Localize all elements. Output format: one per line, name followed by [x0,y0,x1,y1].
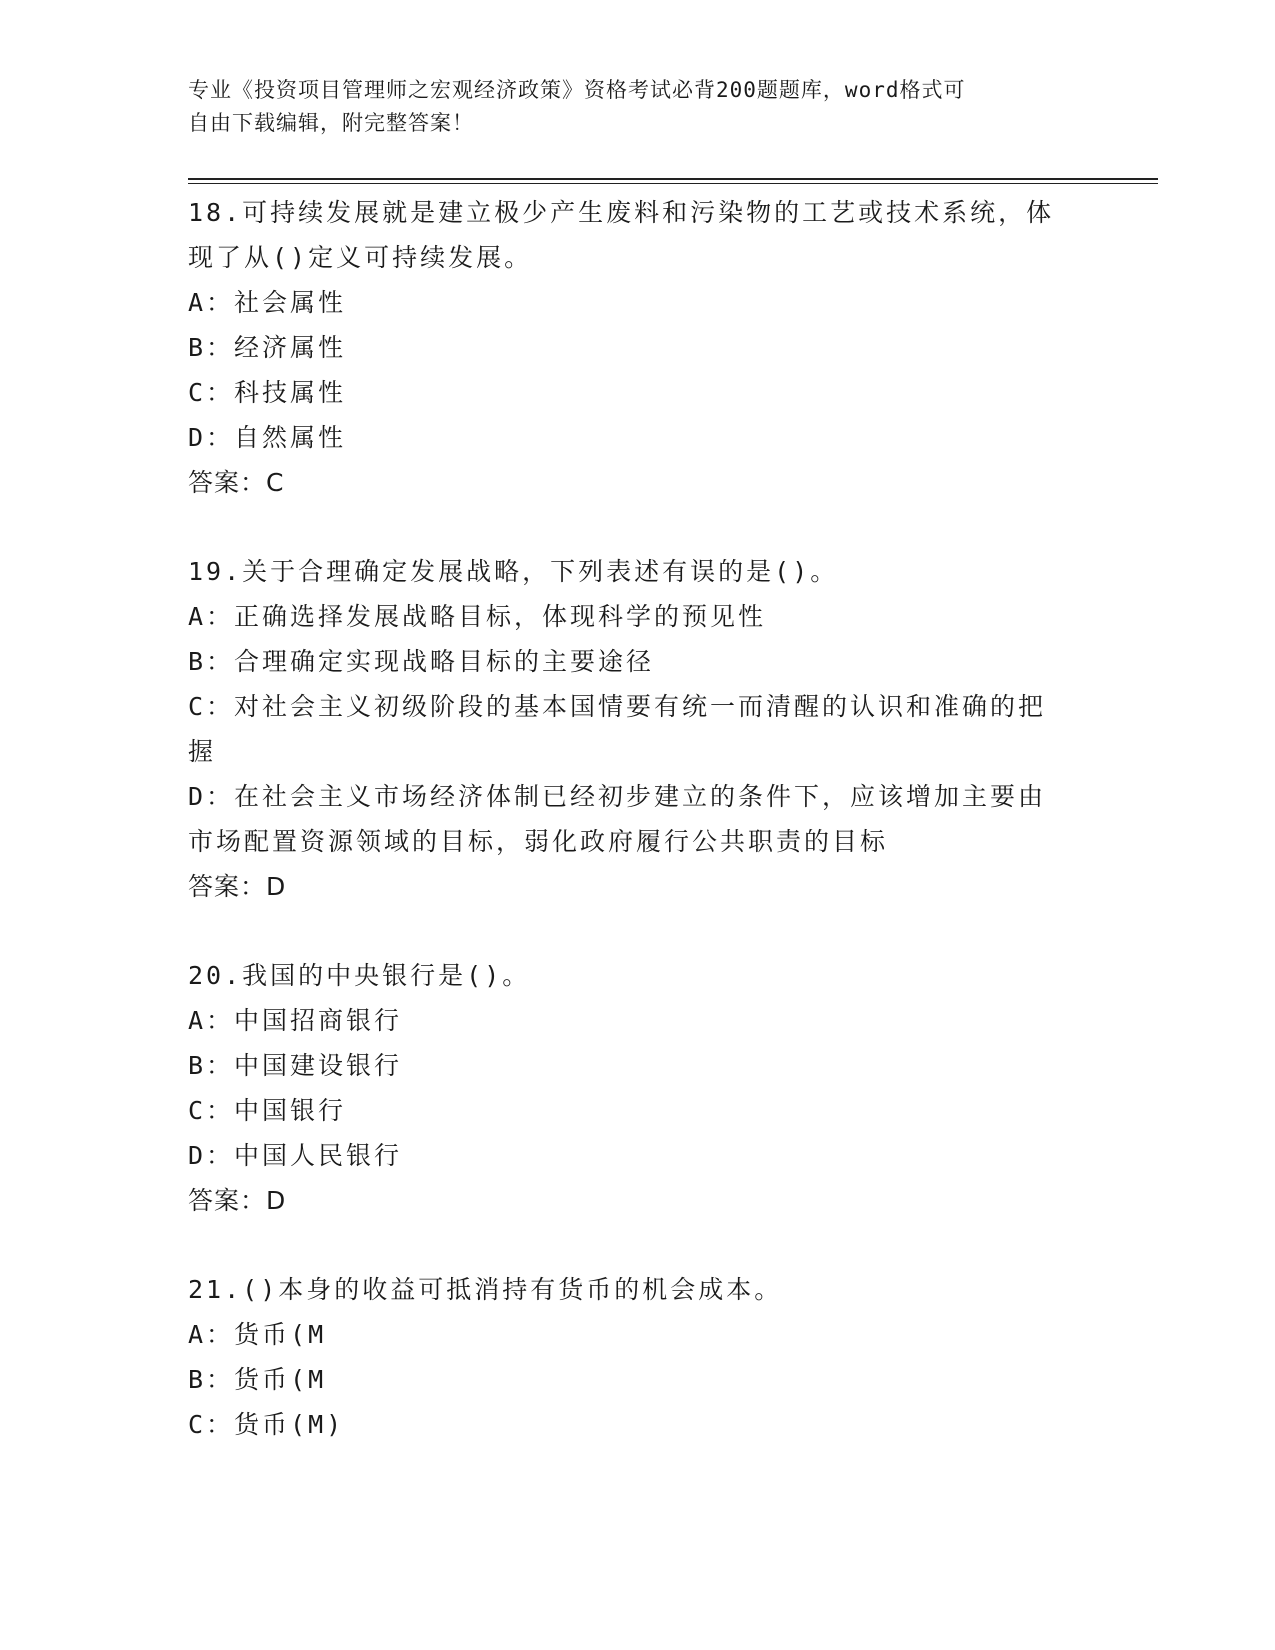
answer-option: 市场配置资源领域的目标，弱化政府履行公共职责的目标 [188,827,889,856]
question-stem: 20.我国的中央银行是()。 [188,961,531,990]
header-line-2: 自由下载编辑，附完整答案！ [188,111,474,135]
answer-option: C：中国银行 [188,1096,347,1125]
correct-answer: 答案：D [188,1186,287,1215]
question-stem: 18.可持续发展就是建立极少产生废料和污染物的工艺或技术系统，体 [188,198,1055,227]
question-block [188,190,1088,505]
header-divider-thin [188,183,1158,184]
answer-option: D：自然属性 [188,423,347,452]
answer-option: B：合理确定实现战略目标的主要途径 [188,647,655,676]
answer-option: A：社会属性 [188,288,347,317]
correct-answer: 答案：C [188,468,285,497]
answer-option: D：中国人民银行 [188,1141,403,1170]
answer-option: C：对社会主义初级阶段的基本国情要有统一而清醒的认识和准确的把 [188,692,1047,721]
answer-option: D：在社会主义市场经济体制已经初步建立的条件下，应该增加主要由 [188,782,1047,811]
answer-option: A：正确选择发展战略目标，体现科学的预见性 [188,602,767,631]
question-block [188,1267,1088,1447]
header-line-1: 专业《投资项目管理师之宏观经济政策》资格考试必背200题题库，word格式可 [188,78,966,102]
question-stem: 19.关于合理确定发展战略，下列表述有误的是()。 [188,557,839,586]
answer-option: A：中国招商银行 [188,1006,403,1035]
answer-option: C：科技属性 [188,378,347,407]
question-block [188,549,1088,909]
answer-option: A：货币(M [188,1320,327,1349]
question-block [188,953,1088,1223]
question-stem: 21.()本身的收益可抵消持有货币的机会成本。 [188,1275,783,1304]
answer-option: B：中国建设银行 [188,1051,403,1080]
answer-option: C：货币(M) [188,1410,345,1439]
correct-answer: 答案：D [188,872,287,901]
answer-option: B：经济属性 [188,333,347,362]
question-stem: 现了从()定义可持续发展。 [188,243,533,272]
document-header [188,74,1068,140]
answer-option: 握 [188,737,217,766]
answer-option: B：货币(M [188,1365,327,1394]
header-divider-thick [188,178,1158,180]
question-list [188,190,1088,1491]
